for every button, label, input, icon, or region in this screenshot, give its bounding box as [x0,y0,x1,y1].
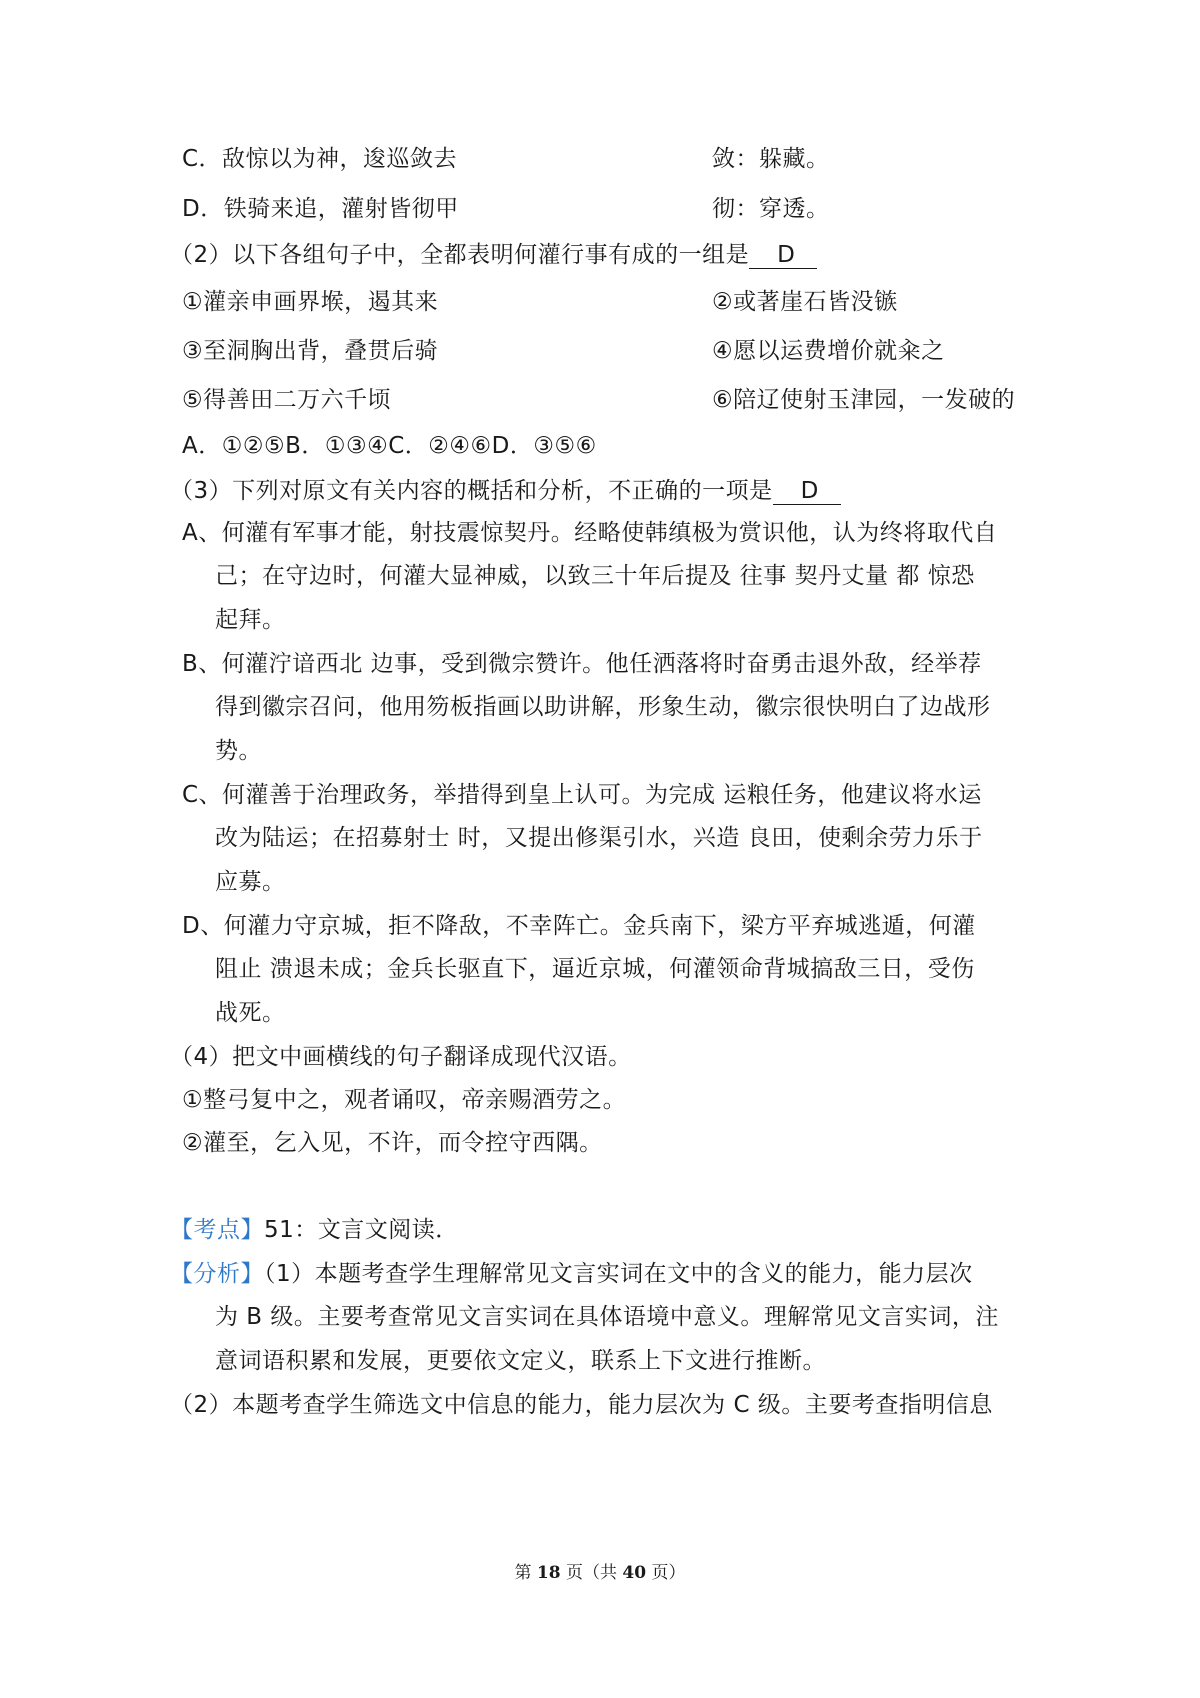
kaodian-line [170,1215,1020,1245]
option-d-text: D．铁骑来追，灌射皆彻甲 [182,196,459,222]
question-2-text: （2）以下各组句子中，全都表明何灌行事有成的一组是 [170,242,750,268]
question-2-item: ④愿以运费增价就籴之 [712,338,945,364]
page-footer [0,1561,1200,1585]
question-3-option-d-cont: 阻止 溃退未成；金兵长驱直下，逼近京城，何灌领命背城搞敌三日，受伤 [215,956,975,982]
question-2-prompt [170,240,1020,270]
question-2-item-row [182,385,1032,415]
question-3-answer: D [773,478,841,505]
fenxi-cont: 为 B 级。主要考查常见文言实词在具体语境中意义。理解常见文言实词，注 [215,1304,999,1330]
question-4-item: ②灌至，乞入见，不许，而令控守西隅。 [182,1130,603,1156]
question-2-item-row [182,287,1032,317]
fenxi-next: （2）本题考查学生筛选文中信息的能力，能力层次为 C 级。主要考查指明信息 [170,1392,993,1418]
footer-total-pages: 40 [622,1563,647,1583]
question-2-answer: D [749,242,817,269]
question-3-option-c-cont: 应募。 [215,869,286,895]
question-3-option-a: A、何灌有军事才能，射技震惊契丹。经略使韩缜极为赏识他，认为终将取代自 [182,520,998,546]
footer-page-number: 18 [536,1563,561,1583]
fenxi-tag: 【分析】 [170,1261,264,1287]
question-2-item: ⑥陪辽使射玉津园，一发破的 [712,387,1016,413]
question-3-text: （3）下列对原文有关内容的概括和分析，不正确的一项是 [170,478,773,504]
kaodian-tag: 【考点】 [170,1217,264,1243]
question-2-item-row [182,336,1032,366]
option-d-line [182,194,1032,224]
footer-suffix: 页） [651,1563,686,1583]
question-3-option-b-cont: 势。 [215,738,262,764]
option-c-text: C．敌惊以为神，逡巡敛去 [182,146,458,172]
option-d-note: 彻：穿透。 [712,196,830,222]
question-4-prompt: （4）把文中画横线的句子翻译成现代汉语。 [170,1044,632,1070]
kaodian-text: 51：文言文阅读． [264,1217,459,1243]
footer-prefix: 第 [514,1563,532,1583]
question-3-prompt [170,476,1020,506]
question-3-option-b-cont: 得到徽宗召问，他用笏板指画以助讲解，形象生动，徽宗很快明白了边战形 [215,694,991,720]
question-3-option-c: C、何灌善于治理政务，举措得到皇上认可。为完成 运粮任务，他建议将水运 [182,782,982,808]
question-3-option-d: D、何灌力守京城，拒不降敌，不幸阵亡。金兵南下，梁方平弃城逃遁，何灌 [182,913,976,939]
option-c-note: 敛：躲藏。 [712,146,830,172]
question-2-item: ①灌亲申画界堠，遏其来 [182,289,439,315]
question-2-choices: A．①②⑤B．①③④C．②④⑥D．③⑤⑥ [182,433,597,459]
question-2-item: ③至洞胸出背，叠贯后骑 [182,338,439,364]
fenxi-text: （1）本题考查学生理解常见文言实词在文中的含义的能力，能力层次 [264,1261,973,1287]
question-3-option-b: B、何灌泞谙西北 边事，受到微宗赞许。他任洒落将时奋勇击退外敌，经举荐 [182,651,982,677]
question-3-option-a-cont: 起拜。 [215,607,286,633]
question-2-item: ⑤得善田二万六千顷 [182,387,392,413]
question-4-item: ①整弓复中之，观者诵叹，帝亲赐酒劳之。 [182,1087,627,1113]
question-2-item: ②或著崖石皆没镞 [712,289,898,315]
fenxi-cont: 意词语积累和发展，更要依文定义，联系上下文进行推断。 [215,1348,826,1374]
footer-middle: 页（共 [566,1563,617,1583]
fenxi-line [170,1259,1020,1289]
question-3-option-d-cont: 战死。 [215,1000,286,1026]
question-3-option-a-cont: 己；在守边时，何灌大显神威，以致三十年后提及 往事 契丹丈量 都 惊恐 [215,563,975,589]
option-c-line [182,144,1032,174]
question-3-option-c-cont: 改为陆运；在招募射士 时，又提出修渠引水，兴造 良田，使剩余劳力乐于 [215,825,983,851]
